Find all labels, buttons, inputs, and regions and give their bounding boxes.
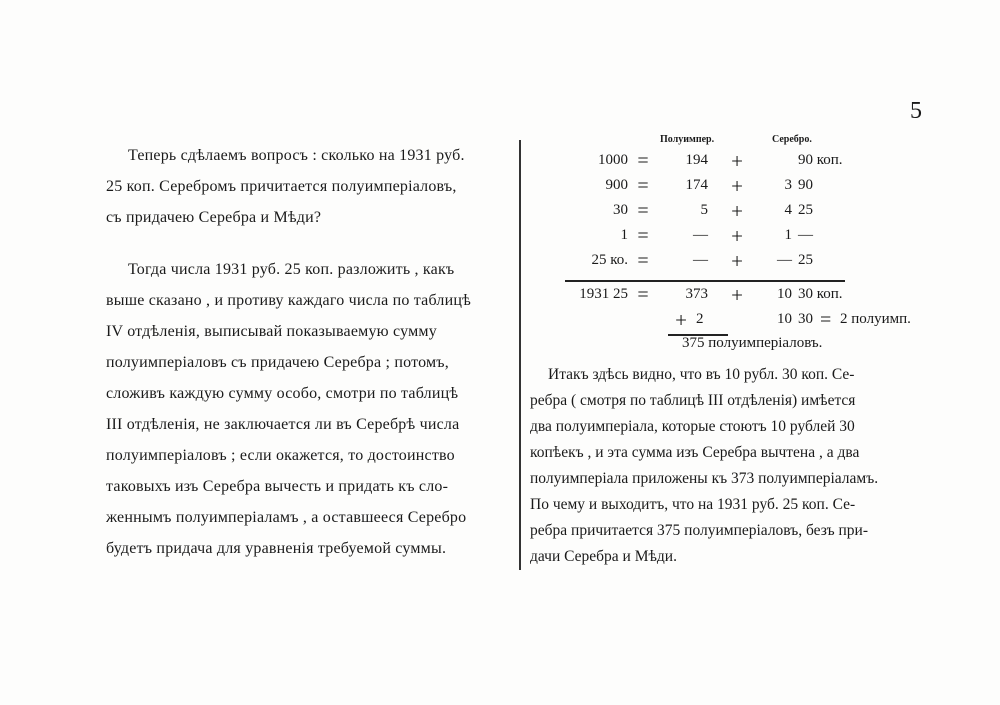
text-line: По чему и выходитъ, что на 1931 руб. 25 коп. Се- [530,496,856,513]
text-line: сложивъ каждую сумму особо, смотри по таблицѣ [106,385,459,402]
header-silver: Серебро. [772,134,812,145]
column-divider [519,140,521,570]
sum-rule [565,280,845,282]
text-line: копѣекъ , и эта сумма изъ Серебра вычтена , а два [530,444,860,461]
amount: 900 [605,177,628,193]
addition-row [560,308,940,335]
total-amount: 1931 25 [579,286,628,302]
final-row [682,335,1000,359]
text-line: III отдѣленiя, не заключается ли въ Серебрѣ числа [106,416,460,433]
equals-sign: = [637,150,649,172]
equals-sign: = [637,284,649,306]
text-line: съ придачею Серебра и Мѣди? [106,209,322,226]
silver-kop: — [798,227,813,243]
table-row [560,149,940,176]
silver-kop: 90 коп. [798,152,843,168]
silver-rub: — [777,252,792,268]
text-line: дачи Серебра и Мѣди. [530,548,677,565]
addition-result: 2 полуимп. [840,311,911,327]
equals-sign: = [637,175,649,197]
header-half-imperials: Полуимпер. [660,134,715,145]
silver-kop: 25 [798,252,813,268]
plus-sign: + [731,224,743,248]
equals-sign: = [820,309,832,331]
text-line: женнымъ полуимперiаламъ , а оставшееся Серебро [106,509,467,526]
table-row [560,174,940,201]
equals-sign: = [637,225,649,247]
total-silver-rub: 10 [777,286,792,302]
amount: 1 [620,227,628,243]
question-paragraph [106,140,514,233]
text-line: Итакъ здѣсь видно, что въ 10 рубл. 30 коп. Се- [548,366,855,383]
table-row [560,249,940,276]
equals-sign: = [637,250,649,272]
text-line: полуимперiаловъ съ придачею Серебра ; потомъ, [106,354,449,371]
addition-silver-rub: 10 [777,311,792,327]
equals-sign: = [637,200,649,222]
plus-sign: + [731,149,743,173]
plus-sign: + [731,249,743,273]
page-number: 5 [910,98,922,124]
left-column [106,140,514,564]
text-line: Теперь сдѣлаемъ вопросъ : сколько на 1931 руб. [128,147,465,164]
half-imperials: 194 [685,152,708,168]
text-line: 25 коп. Серебромъ причитается полуимперiаловъ, [106,178,457,195]
plus-sign: + [731,174,743,198]
table-row [560,224,940,251]
text-line: выше сказано , и противу каждаго числа по таблицѣ [106,292,472,309]
plus-sign: + [731,283,743,307]
amount: 25 ко. [591,252,628,268]
text-line: два полуимперiала, которые стоютъ 10 рублей 30 [530,418,855,435]
final-total: 375 полуимперiаловъ. [682,335,823,351]
amount: 30 [613,202,628,218]
text-line: IV отдѣленiя, выписывай показываемую сумму [106,323,437,340]
text-line: ребра ( смотря по таблицѣ III отдѣленiя) имѣется [530,392,856,409]
table-row [560,199,940,226]
text-line: полуимперiала приложены къ 373 полуимперiаламъ. [530,470,879,487]
total-row [560,283,940,310]
total-silver-kop: 30 коп. [798,286,843,302]
silver-rub: 1 [784,227,792,243]
half-imperials: 174 [685,177,708,193]
text-line: ребра причитается 375 полуимперiаловъ, безъ при- [530,522,869,539]
text-line: будетъ придача для уравненiя требуемой суммы. [106,540,447,557]
conversion-table [560,134,940,359]
plus-sign: + [675,308,687,332]
amount: 1000 [598,152,628,168]
silver-rub: 3 [784,177,792,193]
silver-kop: 25 [798,202,813,218]
addition-silver-kop: 30 [798,311,813,327]
half-imperials: — [693,252,708,268]
plus-sign: + [731,199,743,223]
text-line: таковыхъ изъ Серебра вычесть и придать къ сло- [106,478,449,495]
added-half-imperials: 2 [696,311,704,327]
text-line: Тогда числа 1931 руб. 25 коп. разложить , какъ [128,261,455,278]
total-half-imperials: 373 [685,286,708,302]
silver-rub: 4 [784,202,792,218]
text-line: полуимперiаловъ ; если окажется, то достоинство [106,447,455,464]
half-imperials: — [693,227,708,243]
conclusion-paragraph [530,362,932,570]
half-imperials: 5 [700,202,708,218]
silver-kop: 90 [798,177,813,193]
explanation-paragraph [106,254,514,564]
